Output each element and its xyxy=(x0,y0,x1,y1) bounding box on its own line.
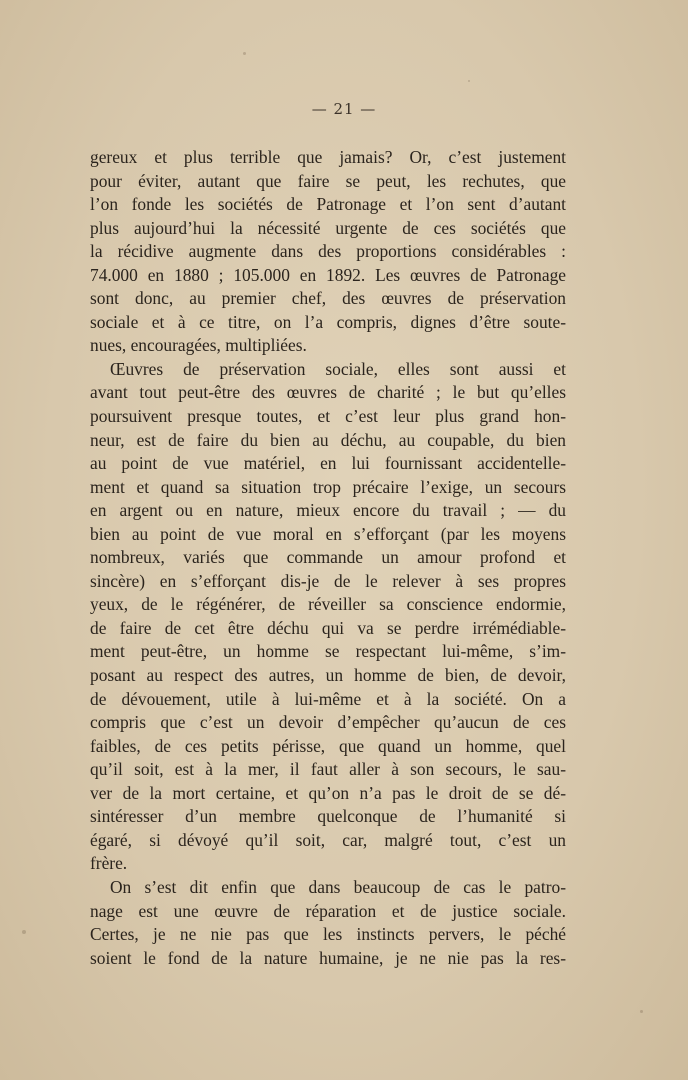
text-line: sociale et à ce titre, on l’a compris, dignes d’être soute- xyxy=(90,311,566,332)
page-number: — 21 — xyxy=(311,100,377,118)
text-line: faibles, de ces petits périsse, que quand un homme, quel xyxy=(90,735,566,756)
paper-speck xyxy=(640,1010,643,1013)
text-line: posant au respect des autres, un homme de bien, de devoir, xyxy=(90,665,566,686)
text-line: Œuvres de préservation sociale, elles sont aussi et xyxy=(110,358,566,379)
text-line: sont donc, au premier chef, des œuvres de préservation xyxy=(90,288,566,309)
text-line: avant tout peut-être des œuvres de charité ; le but qu’elles xyxy=(90,382,566,403)
text-line: nage est une œuvre de réparation et de justice sociale. xyxy=(90,900,566,921)
text-line: nombreux, variés que commande un amour profond et xyxy=(90,547,566,568)
text-line: 74.000 en 1880 ; 105.000 en 1892. Les œuvres de Patronage xyxy=(90,264,566,285)
text-line: la récidive augmente dans des proportions considérables : xyxy=(90,241,566,262)
text-line: ment peut-être, un homme se respectant lui-même, s’im- xyxy=(90,641,566,662)
text-line: ment et quand sa situation trop précaire l’exige, un secours xyxy=(90,476,566,497)
text-line: égaré, si dévoyé qu’il soit, car, malgré tout, c’est un xyxy=(90,829,566,850)
text-line: qu’il soit, est à la mer, il faut aller à son secours, le sau- xyxy=(90,759,566,780)
text-line: compris que c’est un devoir d’empêcher qu’aucun de ces xyxy=(90,712,566,733)
text-line: ver de la mort certaine, et qu’on n’a pas le droit de se dé- xyxy=(90,782,566,803)
text-line: gereux et plus terrible que jamais? Or, c’est justement xyxy=(90,147,566,167)
paper-speck xyxy=(468,80,470,82)
text-line: de dévouement, utile à lui-même et à la société. On a xyxy=(90,688,566,709)
text-line: Certes, je ne nie pas que les instincts pervers, le péché xyxy=(90,924,566,945)
text-line: l’on fonde les sociétés de Patronage et l’on sent d’autant xyxy=(90,194,566,215)
text-line: On s’est dit enfin que dans beaucoup de cas le patro- xyxy=(110,876,566,897)
text-line: nues, encouragées, multipliées. xyxy=(90,335,307,356)
paper-speck xyxy=(22,930,26,934)
text-line: sintéresser d’un membre quelconque de l’humanité si xyxy=(90,806,566,827)
text-line: neur, est de faire du bien au déchu, au coupable, du bien xyxy=(90,429,566,450)
text-line: frère. xyxy=(90,853,128,874)
body-text xyxy=(90,146,566,970)
text-line: plus aujourd’hui la nécessité urgente de ces sociétés que xyxy=(90,217,566,238)
text-line: au point de vue matériel, en lui fournissant accidentelle- xyxy=(90,453,566,474)
text-line: sincère) en s’efforçant dis-je de le relever à ses propres xyxy=(90,570,566,591)
text-line: pour éviter, autant que faire se peut, les rechutes, que xyxy=(90,170,566,191)
text-line: en argent ou en nature, mieux encore du travail ; — du xyxy=(90,500,566,521)
text-line: yeux, de le régénérer, de réveiller sa conscience endormie, xyxy=(90,594,566,615)
text-line: poursuivent presque toutes, et c’est leur plus grand hon- xyxy=(90,406,566,427)
paper-speck xyxy=(243,52,246,55)
text-line: soient le fond de la nature humaine, je ne nie pas la res- xyxy=(90,947,566,968)
text-line: bien au point de vue moral en s’efforçant (par les moyens xyxy=(90,523,566,544)
text-line: de faire de cet être déchu qui va se perdre irrémédiable- xyxy=(90,617,566,638)
